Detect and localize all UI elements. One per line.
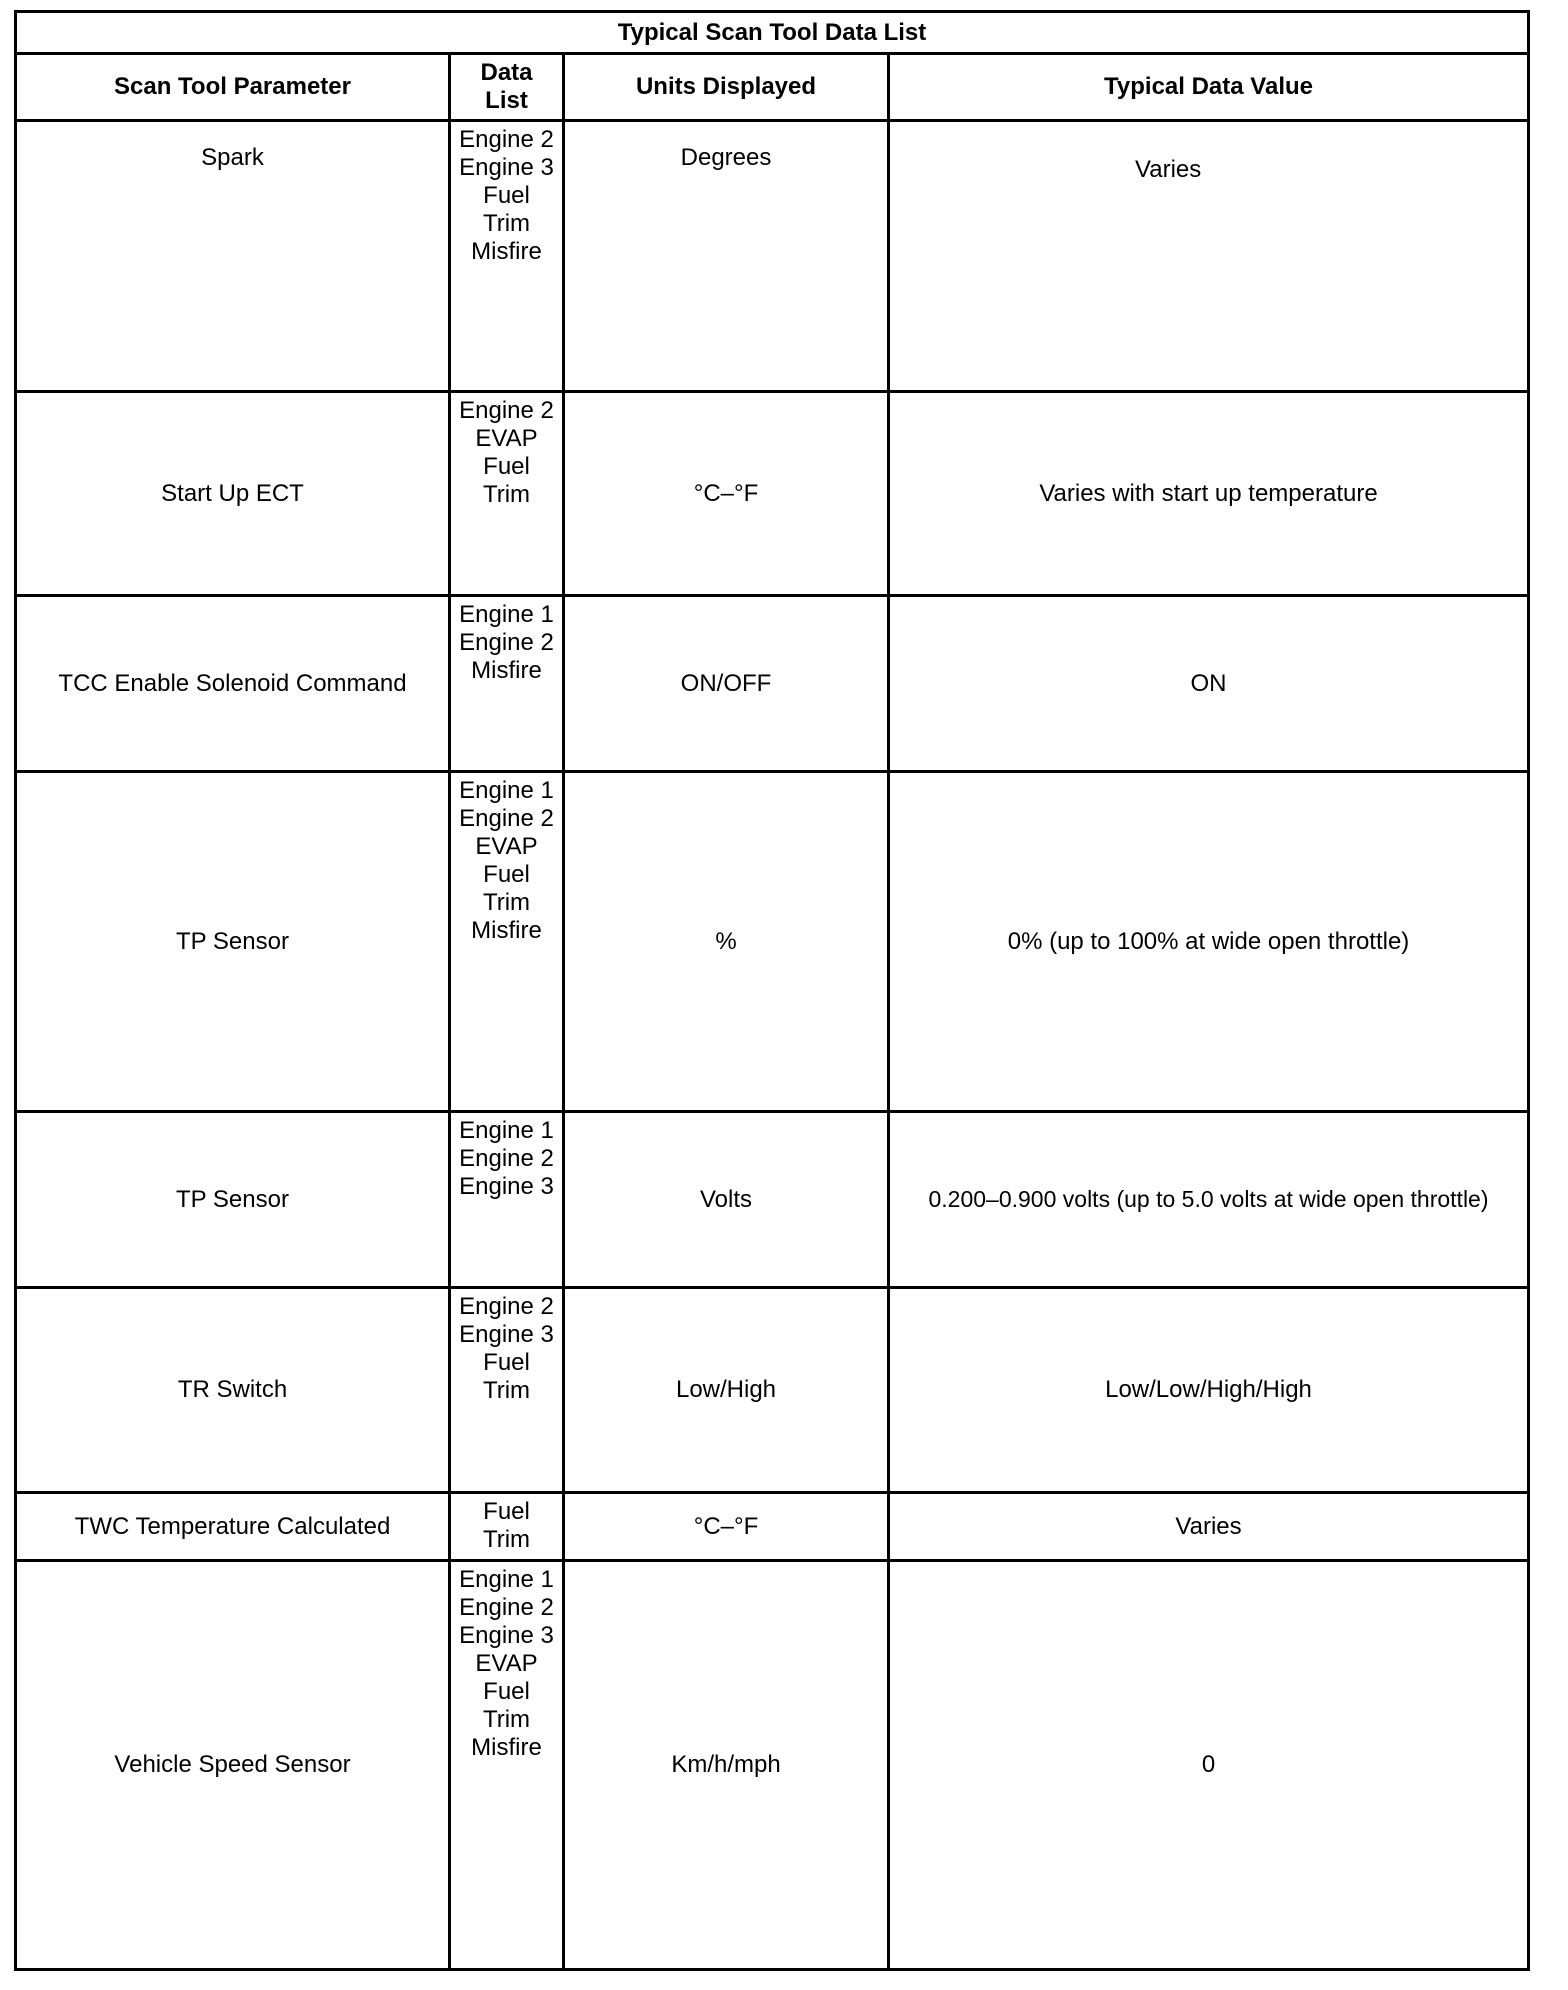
table-row xyxy=(16,1561,1529,1970)
value-cell: Low/Low/High/High xyxy=(889,1288,1529,1493)
data-list-item: Engine 2 xyxy=(459,629,554,656)
data-list-item: Engine 3 xyxy=(459,1173,554,1200)
data-list-item: Misfire xyxy=(471,917,542,944)
units-cell: Low/High xyxy=(564,1288,889,1493)
parameter-cell: TWC Temperature Calculated xyxy=(16,1493,450,1561)
data-list-item: Engine 1 xyxy=(459,601,554,628)
parameter-cell: Vehicle Speed Sensor xyxy=(16,1561,450,1970)
table-row xyxy=(16,596,1529,772)
table-row xyxy=(16,1493,1529,1561)
data-list-item: Engine 2 xyxy=(459,397,554,424)
data-list-item: Misfire xyxy=(471,238,542,265)
table-row xyxy=(16,121,1529,392)
units-cell: Volts xyxy=(564,1112,889,1288)
units-cell: °C–°F xyxy=(564,1493,889,1561)
data-list-item: Fuel Trim xyxy=(482,182,531,237)
data-list-item: Engine 1 xyxy=(459,1566,554,1593)
data-list-item: EVAP xyxy=(475,1650,538,1677)
table-row xyxy=(16,1112,1529,1288)
data-list-cell xyxy=(450,1493,564,1561)
data-list-item: Engine 2 xyxy=(459,126,554,153)
header-units: Units Displayed xyxy=(564,54,889,121)
value-cell: 0 xyxy=(889,1561,1529,1970)
value-cell: 0% (up to 100% at wide open throttle) xyxy=(889,772,1529,1112)
data-list-item: Misfire xyxy=(471,657,542,684)
header-data-list: Data List xyxy=(450,54,564,121)
data-list-cell xyxy=(450,1288,564,1493)
units-cell: % xyxy=(564,772,889,1112)
data-list-item: Fuel Trim xyxy=(482,1349,531,1404)
data-list-cell xyxy=(450,1561,564,1970)
table-row xyxy=(16,772,1529,1112)
data-list-cell xyxy=(450,772,564,1112)
value-cell: Varies xyxy=(889,1493,1529,1561)
header-value: Typical Data Value xyxy=(889,54,1529,121)
units-cell: °C–°F xyxy=(564,392,889,596)
parameter-cell: TCC Enable Solenoid Command xyxy=(16,596,450,772)
data-list-item: Engine 1 xyxy=(459,777,554,804)
units-cell: Km/h/mph xyxy=(564,1561,889,1970)
data-list-cell xyxy=(450,392,564,596)
units-cell: Degrees xyxy=(564,121,889,392)
data-list-item: Misfire xyxy=(471,1734,542,1761)
data-list-item: Fuel Trim xyxy=(482,1498,531,1553)
data-list-item: EVAP xyxy=(475,425,538,452)
value-cell: ON xyxy=(889,596,1529,772)
data-list-item: Fuel Trim xyxy=(482,453,531,508)
data-list-item: Engine 3 xyxy=(459,154,554,181)
data-list-item: Engine 2 xyxy=(459,1293,554,1320)
data-list-item: Engine 2 xyxy=(459,1594,554,1621)
data-list-item: Fuel Trim xyxy=(482,861,531,916)
data-list-item: Engine 3 xyxy=(459,1321,554,1348)
parameter-cell: TP Sensor xyxy=(16,1112,450,1288)
header-parameter: Scan Tool Parameter xyxy=(16,54,450,121)
value-cell xyxy=(889,121,1529,392)
units-cell: ON/OFF xyxy=(564,596,889,772)
data-list-cell xyxy=(450,1112,564,1288)
parameter-cell: Start Up ECT xyxy=(16,392,450,596)
value-cell: Varies with start up temperature xyxy=(889,392,1529,596)
table-row xyxy=(16,1288,1529,1493)
parameter-cell: TR Switch xyxy=(16,1288,450,1493)
parameter-cell: Spark xyxy=(16,121,450,392)
scan-tool-data-table xyxy=(14,10,1530,1971)
parameter-cell: TP Sensor xyxy=(16,772,450,1112)
data-list-item: EVAP xyxy=(475,833,538,860)
data-list-item: Engine 3 xyxy=(459,1622,554,1649)
data-list-item: Fuel Trim xyxy=(482,1678,531,1733)
data-list-item: Engine 2 xyxy=(459,1145,554,1172)
header-row xyxy=(16,54,1529,121)
value-text: Varies xyxy=(1135,156,1202,183)
data-list-item: Engine 2 xyxy=(459,805,554,832)
value-cell: 0.200–0.900 volts (up to 5.0 volts at wide open throttle) xyxy=(889,1112,1529,1288)
table-title: Typical Scan Tool Data List xyxy=(16,12,1529,54)
data-list-item: Engine 1 xyxy=(459,1117,554,1144)
table-row xyxy=(16,392,1529,596)
data-list-cell xyxy=(450,596,564,772)
data-list-cell xyxy=(450,121,564,392)
